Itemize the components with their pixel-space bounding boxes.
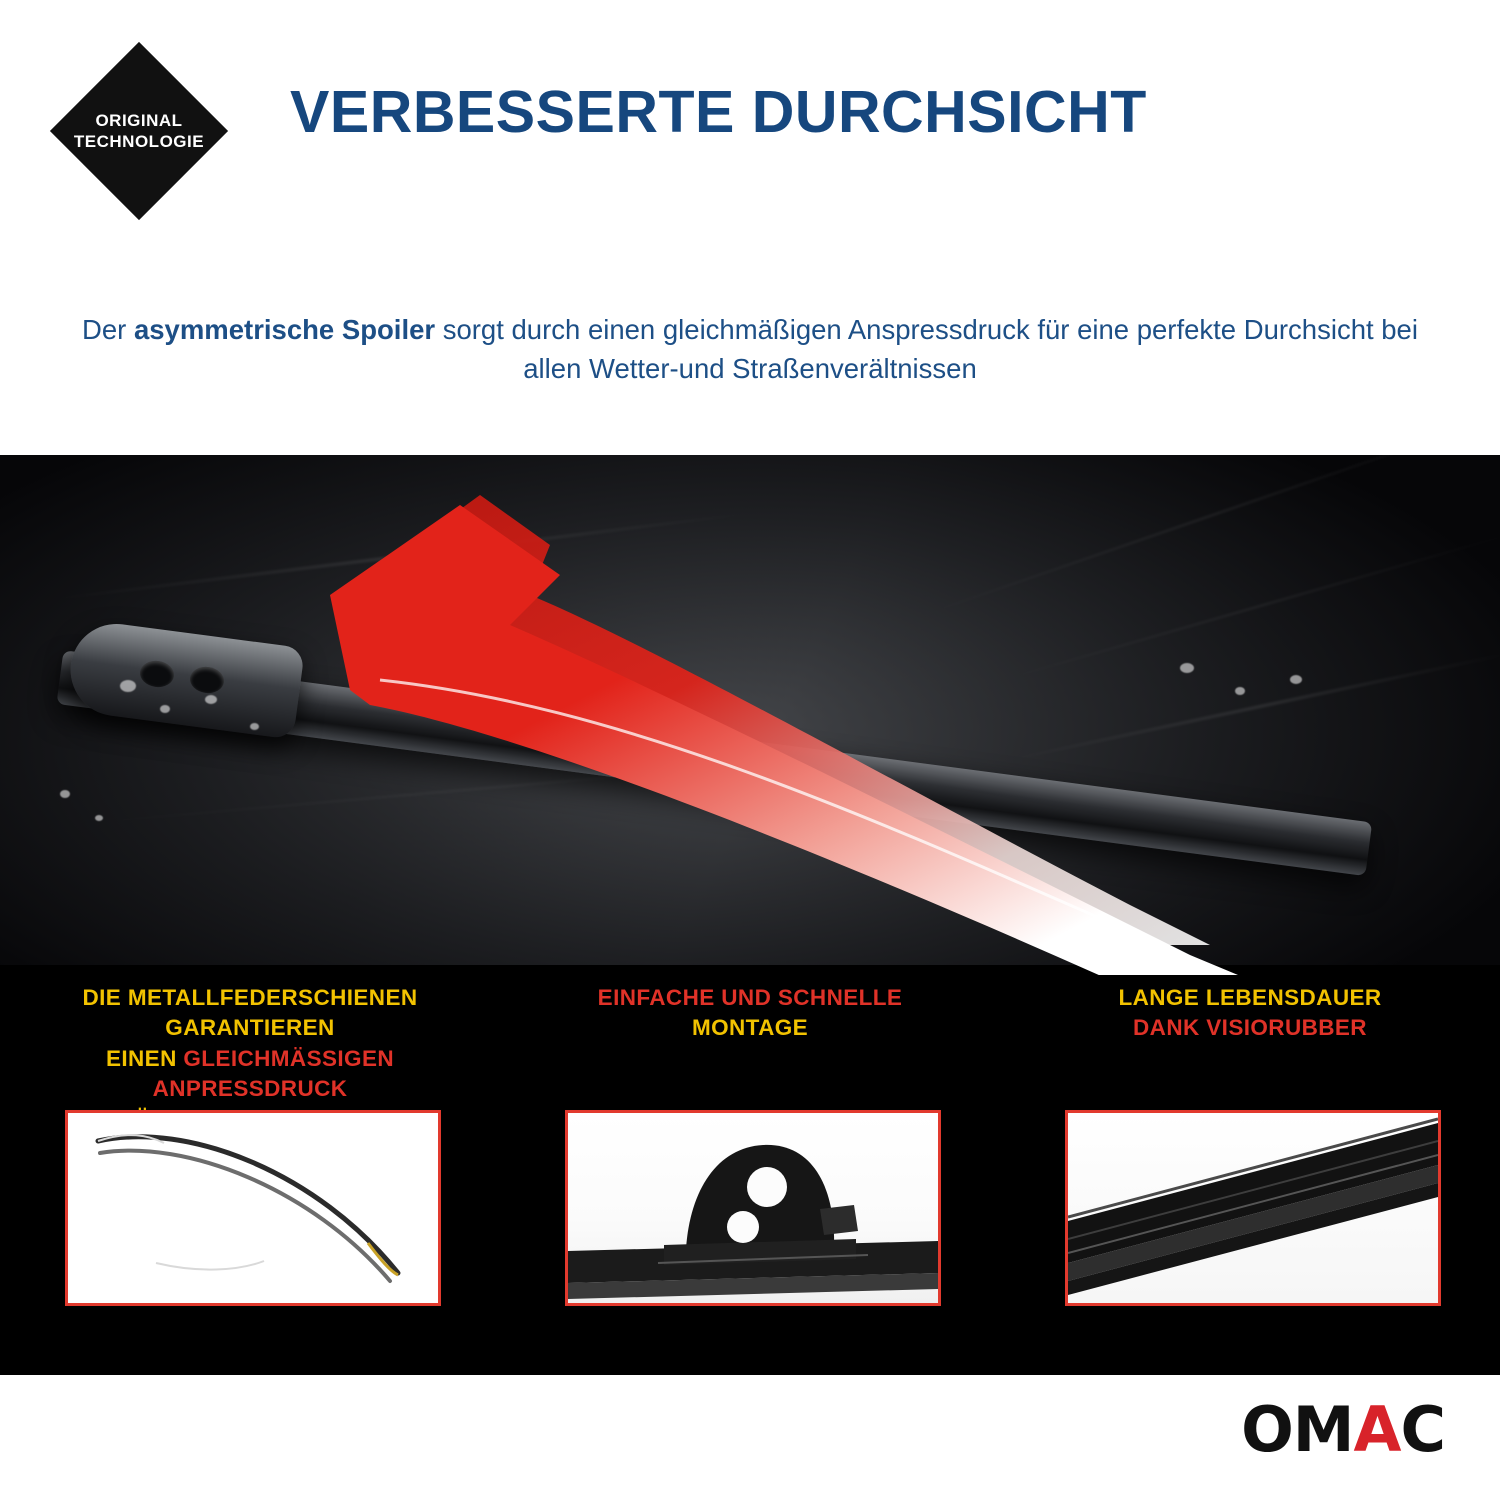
logo-part-1: OM — [1241, 1393, 1354, 1466]
water-drop — [95, 815, 103, 821]
footer — [0, 1375, 1500, 1500]
feature-caption-line-2: DANK VISIORUBBER — [1133, 1015, 1367, 1041]
water-drop — [60, 790, 70, 798]
hero-photo — [0, 455, 1500, 965]
page-title: VERBESSERTE DURCHSICHT — [290, 79, 1147, 145]
subtitle — [0, 310, 1500, 388]
feature-caption-line-2: MONTAGE — [691, 1015, 809, 1041]
adapter-clip-illustration — [568, 1113, 938, 1303]
feature-metal-spring-rails — [0, 965, 500, 1375]
feature-easy-mounting — [500, 965, 1000, 1375]
metal-rails-illustration — [68, 1113, 438, 1303]
subtitle-bold: asymmetrische Spoiler — [133, 314, 436, 345]
hero-panel — [0, 455, 1500, 1375]
logo-part-3: C — [1400, 1393, 1445, 1466]
feature-caption-line-3: GLEICHMÄSSIGEN ANPRESSDRUCK — [152, 1045, 395, 1102]
feature-caption — [514, 983, 986, 1044]
badge-line-2: TECHNOLOGIE — [73, 132, 205, 151]
badge-line-1: ORIGINAL — [95, 110, 183, 130]
original-technologie-badge — [50, 42, 228, 220]
rubber-profile-illustration — [1068, 1113, 1438, 1303]
water-drop — [120, 680, 136, 692]
subtitle-lead: Der — [82, 314, 134, 345]
water-drop — [205, 695, 217, 704]
header — [0, 0, 1500, 385]
badge-text — [50, 42, 228, 220]
airflow-arrow-icon — [230, 475, 1310, 975]
water-drop — [160, 705, 170, 713]
feature-caption-line-1: DIE METALLFEDERSCHIENEN GARANTIEREN — [82, 985, 418, 1041]
feature-thumbnail-rubber — [1065, 1110, 1441, 1306]
omac-logo — [1241, 1393, 1445, 1466]
feature-thumbnail-rails — [65, 1110, 441, 1306]
feature-caption-line-2: EINEN — [105, 1045, 184, 1071]
subtitle-rest: sorgt durch einen gleichmäßigen Anspressdruck für eine perfekte Durchsicht bei allen Wetter-und Straßenverältnissen — [435, 314, 1418, 385]
feature-long-life — [1000, 965, 1500, 1375]
feature-thumbnail-clip — [565, 1110, 941, 1306]
feature-caption-line-1: EINFACHE UND SCHNELLE — [597, 985, 903, 1010]
feature-list — [0, 965, 1500, 1375]
feature-caption-line-1: LANGE LEBENSDAUER — [1118, 985, 1382, 1010]
logo-part-2: A — [1353, 1393, 1401, 1466]
feature-caption — [1014, 983, 1486, 1044]
